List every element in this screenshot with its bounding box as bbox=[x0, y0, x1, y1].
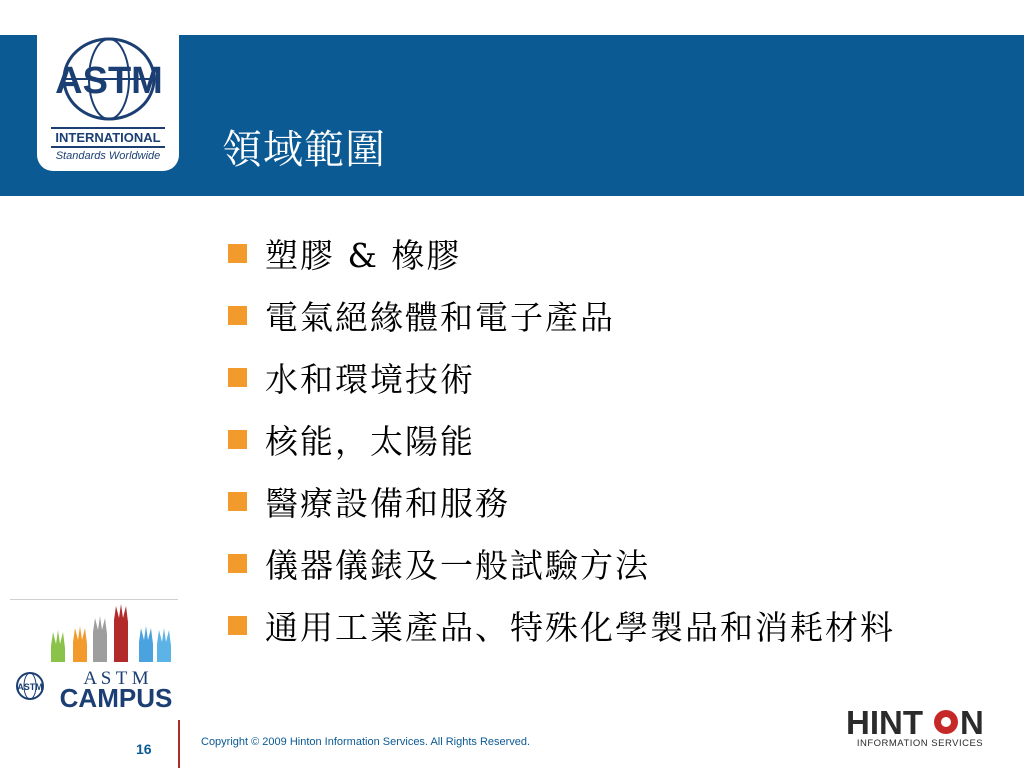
bullet-square-icon bbox=[228, 430, 247, 449]
raised-hand-icon bbox=[73, 626, 87, 662]
astm-tagline: Standards Worldwide bbox=[55, 150, 161, 162]
bullet-square-icon bbox=[228, 554, 247, 573]
raised-hands-icon bbox=[8, 600, 178, 712]
bullet-item bbox=[228, 222, 895, 284]
slide-title: 領域範圍 bbox=[222, 127, 386, 173]
bullet-text: 通用工業產品、特殊化學製品和消耗材料 bbox=[265, 607, 895, 647]
astm-international-label: INTERNATIONAL bbox=[55, 130, 161, 145]
raised-hand-icon bbox=[139, 626, 153, 662]
bullet-text: 塑膠 & 橡膠 bbox=[265, 235, 462, 275]
bullet-text: 儀器儀錶及一般試驗方法 bbox=[265, 545, 650, 585]
raised-hand-icon bbox=[114, 604, 128, 662]
bullet-square-icon bbox=[228, 492, 247, 511]
bullet-list bbox=[228, 222, 895, 656]
bullet-item bbox=[228, 532, 895, 594]
page-number: 16 bbox=[136, 741, 152, 757]
bullet-text: 水和環境技術 bbox=[265, 359, 475, 399]
copyright-text: Copyright © 2009 Hinton Information Services. All Rights Reserved. bbox=[201, 736, 531, 748]
astm-campus-logo bbox=[8, 600, 178, 716]
footer-divider bbox=[178, 720, 180, 768]
bullet-text: 醫療設備和服務 bbox=[265, 483, 510, 523]
svg-text:ASTM: ASTM bbox=[17, 682, 43, 692]
campus-letters: A S T M bbox=[83, 668, 149, 689]
bullet-square-icon bbox=[228, 368, 247, 387]
hinton-wordmark-right: N bbox=[960, 704, 984, 741]
raised-hand-icon bbox=[157, 628, 171, 662]
hinton-logo bbox=[842, 702, 998, 754]
astm-logo bbox=[37, 35, 179, 171]
hinton-tagline: INFORMATION SERVICES bbox=[856, 738, 984, 749]
bullet-item bbox=[228, 346, 895, 408]
bullet-square-icon bbox=[228, 244, 247, 263]
astm-wordmark: ASTM bbox=[55, 60, 163, 102]
bullet-item bbox=[228, 470, 895, 532]
bullet-text: 電氣絕緣體和電子產品 bbox=[265, 297, 615, 337]
bullet-item bbox=[228, 284, 895, 346]
hinton-wordmark-left: HINT bbox=[846, 704, 923, 741]
campus-word: CAMPUS bbox=[59, 683, 173, 712]
bullet-item bbox=[228, 594, 895, 656]
bullet-square-icon bbox=[228, 616, 247, 635]
bullet-item bbox=[228, 408, 895, 470]
bullet-text: 核能，太陽能 bbox=[265, 421, 475, 461]
raised-hand-icon bbox=[51, 630, 65, 662]
bullet-square-icon bbox=[228, 306, 247, 325]
raised-hand-icon bbox=[93, 616, 107, 662]
astm-globe-icon bbox=[37, 35, 179, 171]
